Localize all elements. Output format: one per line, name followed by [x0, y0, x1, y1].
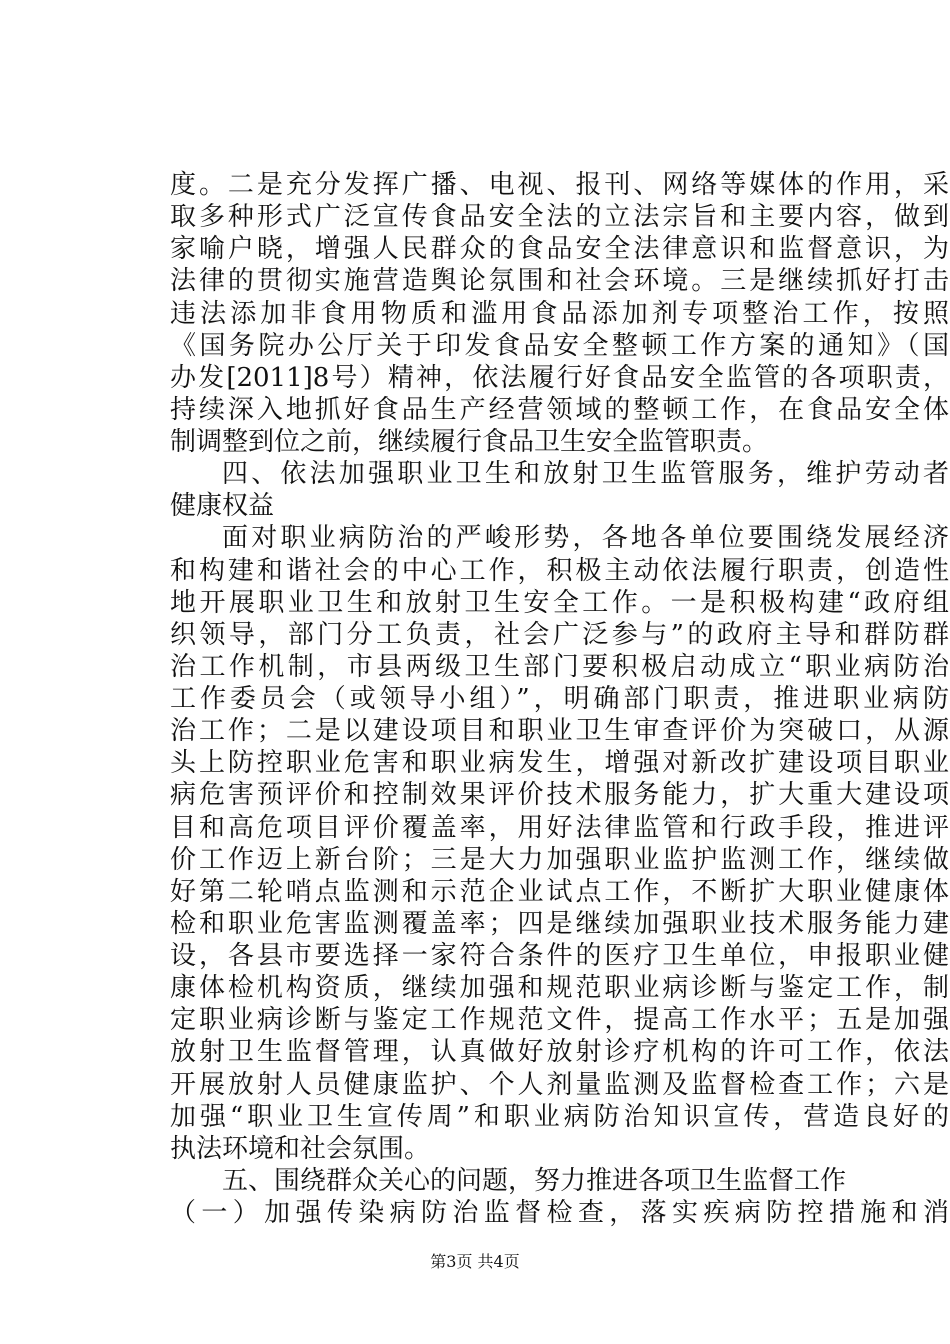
text-line: 违法添加非食用物质和滥用食品添加剂专项整治工作，按照 — [170, 299, 949, 329]
text-line: 持续深入地抓好食品生产经营领域的整顿工作，在食品安全体 — [170, 395, 949, 425]
text-line: 检和职业危害监测覆盖率；四是继续加强职业技术服务能力建 — [170, 909, 949, 939]
text-line: 面对职业病防治的严峻形势，各地各单位要围绕发展经济 — [222, 523, 949, 553]
text-line: 放射卫生监督管理，认真做好放射诊疗机构的许可工作，依法 — [170, 1037, 949, 1067]
text-line: 头上防控职业危害和职业病发生，增强对新改扩建设项目职业 — [170, 748, 949, 778]
text-line: 开展放射人员健康监护、个人剂量监测及监督检查工作；六是 — [170, 1070, 949, 1100]
text-line: 家喻户晓，增强人民群众的食品安全法律意识和监督意识，为 — [170, 234, 949, 264]
text-line: 地开展职业卫生和放射卫生安全工作。一是积极构建“政府组 — [170, 588, 949, 618]
text-line: 设，各县市要选择一家符合条件的医疗卫生单位，申报职业健 — [170, 941, 949, 971]
text-line: 定职业病诊断与鉴定工作规范文件，提高工作水平；五是加强 — [170, 1005, 949, 1035]
text-line: （一）加强传染病防治监督检查，落实疾病防控措施和消 — [170, 1198, 949, 1228]
text-line: 和构建和谐社会的中心工作，积极主动依法履行职责，创造性 — [170, 556, 949, 586]
text-line: 价工作迈上新台阶；三是大力加强职业监护监测工作，继续做 — [170, 845, 949, 875]
text-line: 好第二轮哨点监测和示范企业试点工作，不断扩大职业健康体 — [170, 877, 949, 907]
text-line: 治工作机制，市县两级卫生部门要积极启动成立“职业病防治 — [170, 652, 949, 682]
text-line: 制调整到位之前，继续履行食品卫生安全监管职责。 — [170, 427, 769, 457]
text-line: 康体检机构资质，继续加强和规范职业病诊断与鉴定工作，制 — [170, 973, 949, 1003]
text-line: 工作委员会（或领导小组）”，明确部门职责，推进职业病防 — [170, 684, 949, 714]
text-line: 健康权益 — [170, 491, 275, 521]
text-line: 病危害预评价和控制效果评价技术服务能力，扩大重大建设项 — [170, 780, 949, 810]
text-line: 目和高危项目评价覆盖率，用好法律监管和行政手段，推进评 — [170, 813, 949, 843]
text-line: 五、围绕群众关心的问题，努力推进各项卫生监督工作 — [222, 1166, 847, 1196]
text-line: 法律的贯彻实施营造舆论氛围和社会环境。三是继续抓好打击 — [170, 266, 949, 296]
text-line: 《国务院办公厅关于印发食品安全整顿工作方案的通知》（国 — [170, 331, 949, 361]
text-line: 治工作；二是以建设项目和职业卫生审查评价为突破口，从源 — [170, 716, 949, 746]
page-footer: 第3页 共4页 — [430, 1252, 520, 1271]
text-line: 加强“职业卫生宣传周”和职业病防治知识宣传，营造良好的 — [170, 1102, 949, 1132]
text-line: 度。二是充分发挥广播、电视、报刊、网络等媒体的作用，采 — [170, 170, 949, 200]
text-line: 四、依法加强职业卫生和放射卫生监管服务，维护劳动者 — [222, 459, 949, 489]
text-line: 办发[2011]8号）精神，依法履行好食品安全监管的各项职责， — [170, 363, 949, 393]
text-line: 执法环境和社会氛围。 — [170, 1134, 431, 1164]
text-line: 取多种形式广泛宣传食品安全法的立法宗旨和主要内容，做到 — [170, 202, 949, 232]
text-line: 织领导，部门分工负责，社会广泛参与”的政府主导和群防群 — [170, 620, 949, 650]
